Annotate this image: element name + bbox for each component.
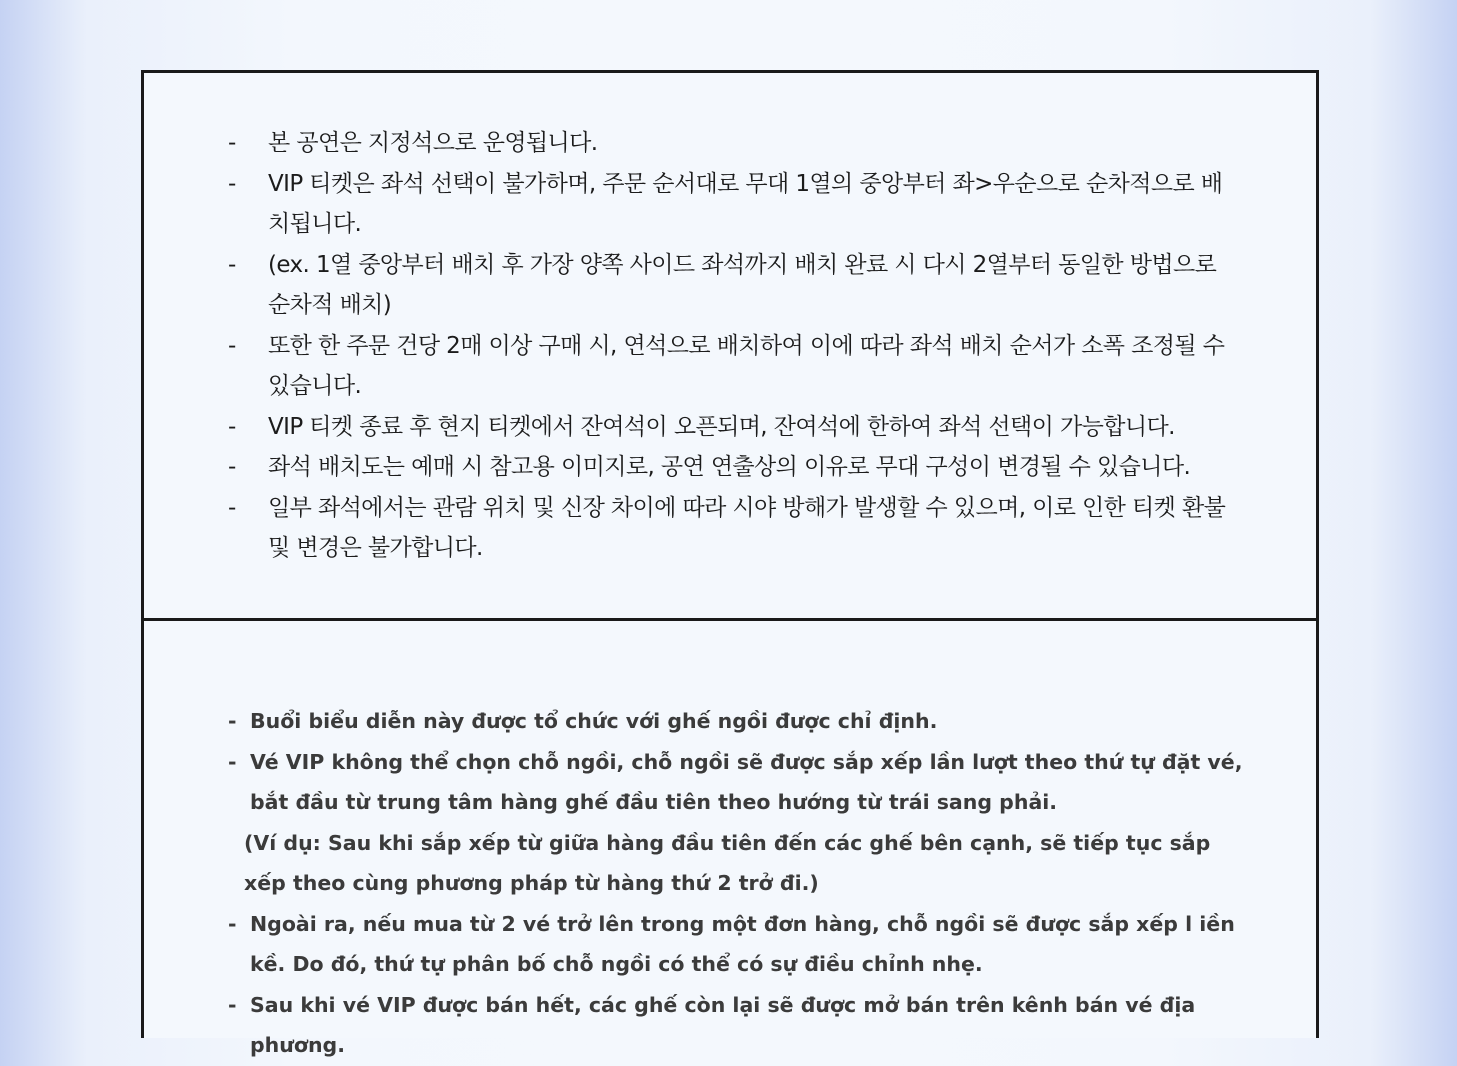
list-dash: - bbox=[228, 992, 237, 1017]
list-item-text: VIP 티켓은 좌석 선택이 불가하며, 주문 순서대로 무대 1열의 중앙부터 좌>우순으로 순차적으로 배치됩니다. bbox=[268, 170, 1223, 237]
list-item bbox=[228, 823, 1258, 904]
list-item bbox=[228, 488, 1228, 569]
list-item-text: 또한 한 주문 건당 2매 이상 구매 시, 연석으로 배치하여 이에 따라 좌석 배치 순서가 소폭 조정될 수 있습니다. bbox=[268, 332, 1225, 399]
list-dash: - bbox=[228, 251, 236, 278]
list-item bbox=[228, 701, 1258, 742]
list-item-text: Ngoài ra, nếu mua từ 2 vé trở lên trong một đơn hàng, chỗ ngồi sẽ được sắp xếp l iền kề. Do đó, thứ tự phân bố chỗ ngồi có thể có sự điều chỉnh nhẹ. bbox=[250, 911, 1235, 976]
list-dash: - bbox=[228, 454, 236, 480]
list-item bbox=[228, 985, 1258, 1066]
list-dash: - bbox=[228, 911, 237, 936]
list-dash: - bbox=[228, 749, 237, 774]
list-item-text: 좌석 배치도는 예매 시 참고용 이미지로, 공연 연출상의 이유로 무대 구성이 변경될 수 있습니다. bbox=[268, 454, 1191, 480]
list-dash: - bbox=[228, 332, 236, 359]
list-item-text: Sau khi vé VIP được bán hết, các ghế còn lại sẽ được mở bán trên kênh bán vé địa phương. bbox=[250, 992, 1196, 1057]
list-dash: - bbox=[228, 170, 236, 197]
list-item bbox=[228, 123, 1228, 164]
korean-notice-box bbox=[141, 70, 1319, 621]
vietnamese-notice-list bbox=[228, 701, 1258, 1066]
list-item bbox=[228, 326, 1228, 407]
list-dash: - bbox=[228, 413, 236, 440]
list-item-text: (ex. 1열 중앙부터 배치 후 가장 양쪽 사이드 좌석까지 배치 완료 시 다시 2열부터 동일한 방법으로 순차적 배치) bbox=[268, 251, 1217, 318]
list-item bbox=[228, 164, 1228, 245]
list-item bbox=[228, 742, 1258, 823]
korean-notice-list bbox=[228, 123, 1228, 569]
list-item-text: (Ví dụ: Sau khi sắp xếp từ giữa hàng đầu tiên đến các ghế bên cạnh, sẽ tiếp tục sắp xếp theo cùng phương pháp từ hàng thứ 2 trở đi.) bbox=[244, 830, 1211, 895]
list-item bbox=[228, 245, 1228, 326]
list-item-text: Vé VIP không thể chọn chỗ ngồi, chỗ ngồi sẽ được sắp xếp lần lượt theo thứ tự đặt vé, bắt đầu từ trung tâm hàng ghế đầu tiên theo hướng từ trái sang phải. bbox=[250, 749, 1243, 814]
list-dash: - bbox=[228, 494, 236, 521]
list-dash: - bbox=[228, 709, 237, 733]
list-item bbox=[228, 904, 1258, 985]
list-item-text: 일부 좌석에서는 관람 위치 및 신장 차이에 따라 시야 방해가 발생할 수 있으며, 이로 인한 티켓 환불 및 변경은 불가합니다. bbox=[268, 494, 1226, 561]
vietnamese-notice-box bbox=[141, 618, 1319, 1057]
list-item bbox=[228, 407, 1228, 448]
list-item-text: 본 공연은 지정석으로 운영됩니다. bbox=[268, 130, 598, 156]
list-item-text: Buổi biểu diễn này được tổ chức với ghế ngồi được chỉ định. bbox=[250, 709, 938, 733]
list-item bbox=[228, 447, 1228, 488]
list-item-text: VIP 티켓 종료 후 현지 티켓에서 잔여석이 오픈되며, 잔여석에 한하여 좌석 선택이 가능합니다. bbox=[268, 413, 1175, 440]
list-dash: - bbox=[228, 130, 236, 156]
